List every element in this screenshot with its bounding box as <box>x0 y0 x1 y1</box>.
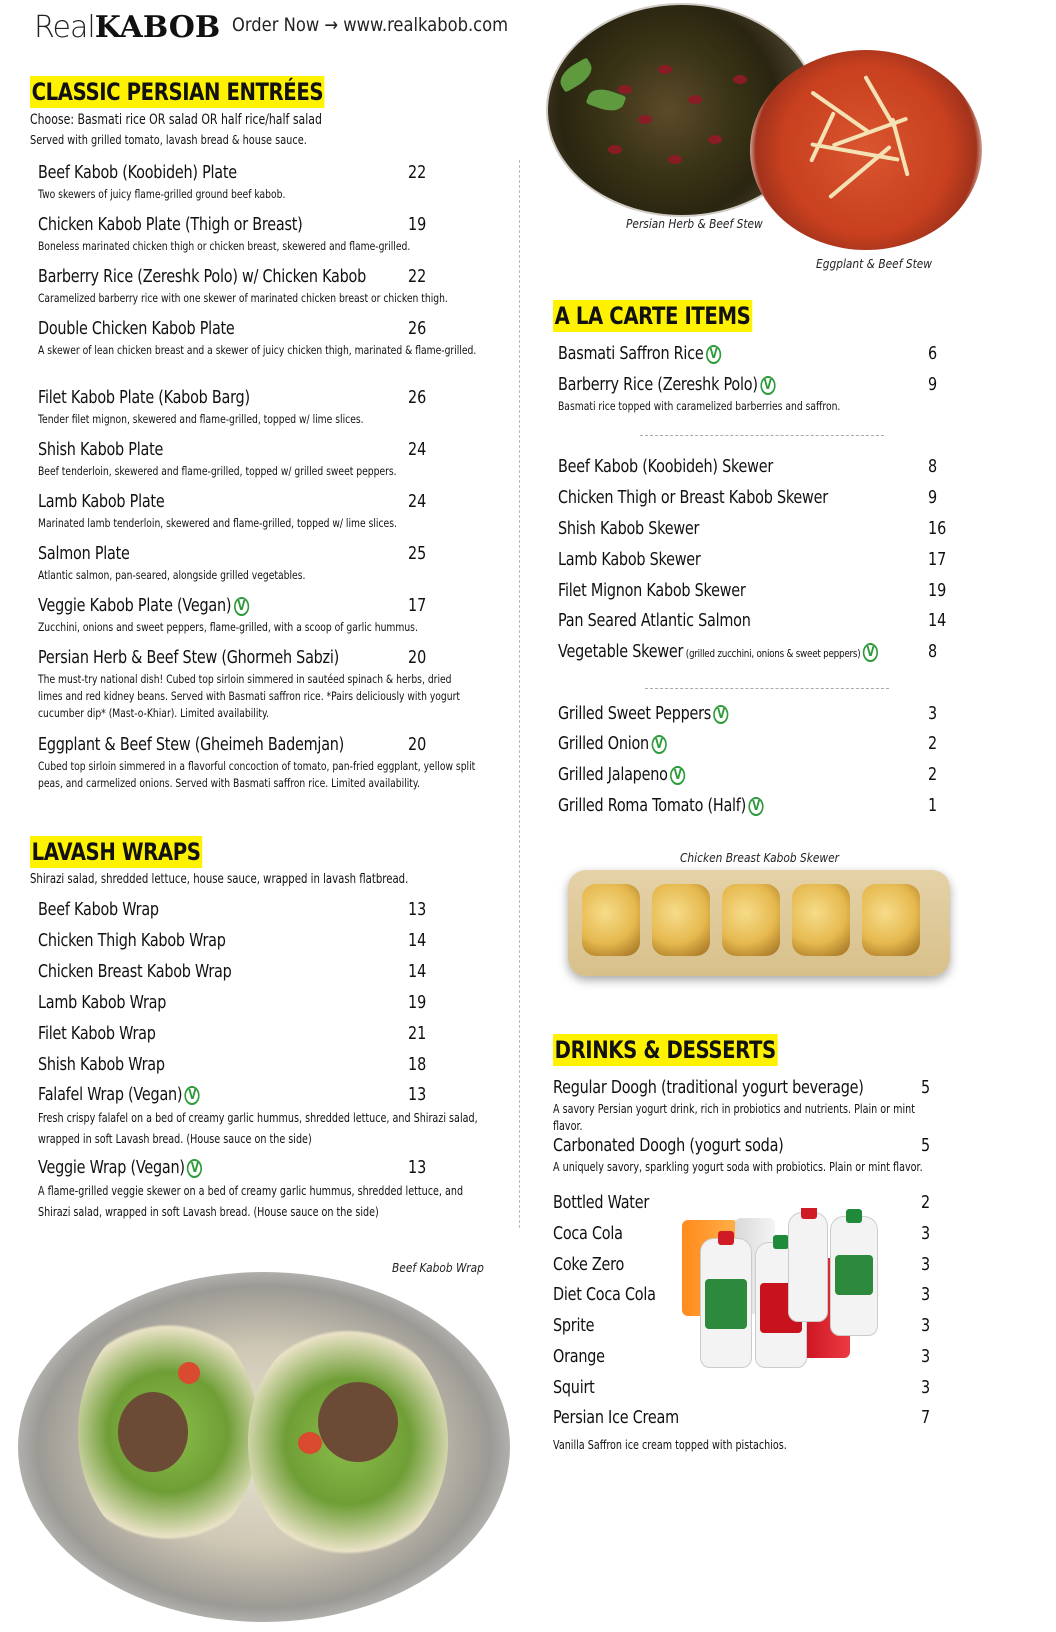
vegan-icon: V <box>185 1086 200 1105</box>
item-name: Beef Kabob Wrap <box>38 899 159 920</box>
item-description: Basmati rice topped with caramelized barberries and saffron. <box>558 399 841 413</box>
item-price: 3 <box>921 1346 931 1367</box>
menu-item-grilled-sweet-peppers <box>558 703 948 725</box>
item-description: Boneless marinated chicken thigh or chicken breast, skewered and flame-grilled. <box>38 239 411 253</box>
vegan-icon: V <box>670 766 685 785</box>
chicken-skewer-caption: Chicken Breast Kabob Skewer <box>680 850 840 865</box>
menu-item-lamb-kabob-plate <box>38 491 488 532</box>
item-name: Shish Kabob Plate <box>38 439 164 460</box>
item-name: Falafel Wrap (Vegan) <box>38 1084 183 1105</box>
item-name: Lamb Kabob Skewer <box>558 549 701 570</box>
item-price: 22 <box>408 162 427 183</box>
item-price: 3 <box>921 1223 931 1244</box>
menu-item-chicken-kabob-plate-thigh-or-breast <box>38 214 488 255</box>
menu-item-filet-mignon-kabob-skewer <box>558 580 948 602</box>
item-description: A skewer of lean chicken breast and a skewer of juicy chicken thigh, marinated & flame-grilled. <box>38 343 477 357</box>
item-description: A flame-grilled veggie skewer on a bed of creamy garlic hummus, shredded lettuce, and Shirazi salad, wrapped in soft Lavash bread. (House sauce on the side) <box>38 1184 464 1219</box>
item-price: 19 <box>408 992 427 1013</box>
item-price: 7 <box>921 1407 931 1428</box>
vegan-icon: V <box>863 643 878 662</box>
wraps-sub: Shirazi salad, shredded lettuce, house sauce, wrapped in lavash flatbread. <box>30 872 409 887</box>
item-description: Zucchini, onions and sweet peppers, flame-grilled, with a scoop of garlic hummus. <box>38 620 418 634</box>
item-price: 5 <box>921 1135 931 1156</box>
beef-wrap-caption: Beef Kabob Wrap <box>392 1260 484 1275</box>
item-name: Grilled Onion <box>558 733 649 754</box>
vegan-icon: V <box>713 705 728 724</box>
item-name: Lamb Kabob Wrap <box>38 992 167 1013</box>
item-description: A uniquely savory, sparkling yogurt soda with probiotics. Plain or mint flavor. <box>553 1160 923 1174</box>
item-name: Chicken Breast Kabob Wrap <box>38 961 232 982</box>
brand-logo <box>34 10 220 45</box>
item-price: 18 <box>408 1054 427 1075</box>
item-name: Persian Ice Cream <box>553 1407 679 1428</box>
item-name: Chicken Thigh or Breast Kabob Skewer <box>558 487 828 508</box>
menu-item-filet-kabob-wrap <box>38 1023 488 1045</box>
item-price: 21 <box>408 1023 427 1044</box>
item-description: Marinated lamb tenderloin, skewered and flame-grilled, topped w/ lime slices. <box>38 516 397 530</box>
wraps-title: LAVASH WRAPS <box>31 838 201 866</box>
item-price: 13 <box>408 1157 427 1178</box>
drinks-title: DRINKS & DESSERTS <box>554 1036 776 1064</box>
item-price: 24 <box>408 439 427 460</box>
item-price: 16 <box>928 518 947 539</box>
item-name: Salmon Plate <box>38 543 130 564</box>
beef-wrap-photo <box>18 1272 510 1622</box>
item-description: Atlantic salmon, pan-seared, alongside grilled vegetables. <box>38 568 306 582</box>
item-name: Regular Doogh (traditional yogurt beverage) <box>553 1077 864 1098</box>
item-name: Barberry Rice (Zereshk Polo) <box>558 374 758 395</box>
menu-item-carbonated-doogh-yogurt-soda <box>553 1135 943 1176</box>
item-price: 3 <box>921 1284 931 1305</box>
item-description: Fresh crispy falafel on a bed of creamy garlic hummus, shredded lettuce, and Shirazi salad, wrapped in soft Lavash bread. (House sauce on the side) <box>38 1111 478 1146</box>
item-price: 13 <box>408 899 427 920</box>
item-name: Grilled Roma Tomato (Half) <box>558 795 747 816</box>
menu-item-shish-kabob-plate <box>38 439 488 480</box>
brand-kabob: KABOB <box>94 10 221 45</box>
menu-item-lamb-kabob-skewer <box>558 549 948 571</box>
herb-stew-caption: Persian Herb & Beef Stew <box>626 216 763 231</box>
item-name: Beef Kabob (Koobideh) Plate <box>38 162 237 183</box>
item-description: Two skewers of juicy flame-grilled ground beef kabob. <box>38 187 286 201</box>
item-name: Filet Kabob Wrap <box>38 1023 156 1044</box>
menu-item-squirt <box>553 1377 943 1399</box>
item-name: Diet Coca Cola <box>553 1284 656 1305</box>
item-name: Squirt <box>553 1377 595 1398</box>
item-name: Double Chicken Kabob Plate <box>38 318 235 339</box>
item-name: Grilled Jalapeno <box>558 764 668 785</box>
menu-item-pan-seared-atlantic-salmon <box>558 610 948 632</box>
item-price: 2 <box>921 1192 931 1213</box>
item-price: 20 <box>408 734 427 755</box>
item-name: Shish Kabob Wrap <box>38 1054 165 1075</box>
item-price: 14 <box>408 961 427 982</box>
menu-item-veggie-wrap-vegan <box>38 1157 488 1223</box>
item-name: Vegetable Skewer <box>558 641 684 662</box>
menu-item-grilled-onion <box>558 733 948 755</box>
item-price: 1 <box>928 795 938 816</box>
menu-item-persian-ice-cream <box>553 1407 943 1429</box>
alacarte-divider-2 <box>645 688 889 689</box>
order-link[interactable]: Order Now → www.realkabob.com <box>232 14 509 36</box>
item-price: 19 <box>928 580 947 601</box>
item-name: Basmati Saffron Rice <box>558 343 704 364</box>
menu-item-grilled-roma-tomato-half <box>558 795 948 817</box>
item-price: 22 <box>408 266 427 287</box>
menu-item-grilled-jalapeno <box>558 764 948 786</box>
menu-item-beef-kabob-wrap <box>38 899 488 921</box>
item-name: Lamb Kabob Plate <box>38 491 165 512</box>
vegan-icon: V <box>748 797 763 816</box>
entrees-served: Served with grilled tomato, lavash bread & house sauce. <box>30 132 307 147</box>
item-description: Caramelized barberry rice with one skewer of marinated chicken breast or chicken thigh. <box>38 291 448 305</box>
item-price: 14 <box>928 610 947 631</box>
item-description: Beef tenderloin, skewered and flame-grilled, topped w/ grilled sweet peppers. <box>38 464 397 478</box>
item-price: 17 <box>408 595 427 616</box>
item-note: (grilled zucchini, onions & sweet peppers) <box>683 647 861 660</box>
item-price: 8 <box>928 456 938 477</box>
item-price: 17 <box>928 549 947 570</box>
menu-item-veggie-kabob-plate-vegan <box>38 595 488 636</box>
item-name: Coke Zero <box>553 1254 625 1275</box>
item-name: Coca Cola <box>553 1223 623 1244</box>
item-name: Sprite <box>553 1315 595 1336</box>
item-name: Orange <box>553 1346 605 1367</box>
chicken-skewer-photo <box>568 870 950 976</box>
brand-real: Real <box>34 10 95 45</box>
item-name: Beef Kabob (Koobideh) Skewer <box>558 456 774 477</box>
eggplant-stew-photo <box>750 50 982 250</box>
item-name: Chicken Kabob Plate (Thigh or Breast) <box>38 214 303 235</box>
eggplant-stew-caption: Eggplant & Beef Stew <box>816 256 932 271</box>
menu-item-beef-kabob-koobideh-plate <box>38 162 488 203</box>
item-description: A savory Persian yogurt drink, rich in probiotics and nutrients. Plain or mint flavor. <box>553 1102 916 1133</box>
menu-item-falafel-wrap-vegan <box>38 1084 488 1150</box>
menu-item-filet-kabob-plate-kabob-barg <box>38 387 488 428</box>
item-name: Veggie Wrap (Vegan) <box>38 1157 185 1178</box>
item-name: Chicken Thigh Kabob Wrap <box>38 930 226 951</box>
item-name: Pan Seared Atlantic Salmon <box>558 610 751 631</box>
item-price: 9 <box>928 374 938 395</box>
item-price: 3 <box>921 1315 931 1336</box>
menu-item-barberry-rice-zereshk-polo <box>558 374 948 415</box>
icecream-desc: Vanilla Saffron ice cream topped with pistachios. <box>553 1438 787 1452</box>
vegan-icon: V <box>651 735 666 754</box>
item-price: 24 <box>408 491 427 512</box>
item-price: 5 <box>921 1077 931 1098</box>
menu-item-salmon-plate <box>38 543 488 584</box>
item-price: 14 <box>408 930 427 951</box>
item-price: 2 <box>928 764 938 785</box>
menu-item-chicken-thigh-kabob-wrap <box>38 930 488 952</box>
menu-item-double-chicken-kabob-plate <box>38 318 488 359</box>
entrees-title: CLASSIC PERSIAN ENTRÉES <box>31 78 324 106</box>
menu-item-chicken-thigh-or-breast-kabob-skewer <box>558 487 948 509</box>
item-description: Cubed top sirloin simmered in a flavorful concoction of tomato, pan-fried eggplant, yellow split peas, and carmelized onions. Served with Basmati saffron rice. Limited availability. <box>38 759 476 790</box>
item-price: 3 <box>921 1254 931 1275</box>
item-name: Carbonated Doogh (yogurt soda) <box>553 1135 784 1156</box>
item-name: Eggplant & Beef Stew (Gheimeh Bademjan) <box>38 734 345 755</box>
vegan-icon: V <box>187 1159 202 1178</box>
item-description: The must-try national dish! Cubed top sirloin simmered in sautéed spinach & herbs, dried limes and red kidney beans. Served with Basmati saffron rice. *Pairs deliciously with yogurt cucumber dip* (Mast-o-Khiar). Limited availability. <box>38 672 460 720</box>
item-price: 3 <box>928 703 938 724</box>
item-price: 26 <box>408 387 427 408</box>
item-name: Shish Kabob Skewer <box>558 518 700 539</box>
item-name: Bottled Water <box>553 1192 650 1213</box>
entrees-choose: Choose: Basmati rice OR salad OR half rice/half salad <box>30 112 322 128</box>
vegan-icon: V <box>234 597 249 616</box>
vegan-icon: V <box>706 345 721 364</box>
item-name: Veggie Kabob Plate (Vegan) <box>38 595 232 616</box>
menu-item-beef-kabob-koobideh-skewer <box>558 456 948 478</box>
menu-item-vegetable-skewer <box>558 641 948 663</box>
vegan-icon: V <box>760 376 775 395</box>
item-name: Barberry Rice (Zereshk Polo) w/ Chicken Kabob <box>38 266 367 287</box>
item-name: Filet Mignon Kabob Skewer <box>558 580 746 601</box>
item-price: 13 <box>408 1084 427 1105</box>
item-price: 20 <box>408 647 427 668</box>
item-price: 9 <box>928 487 938 508</box>
menu-item-chicken-breast-kabob-wrap <box>38 961 488 983</box>
item-price: 3 <box>921 1377 931 1398</box>
item-price: 6 <box>928 343 938 364</box>
menu-item-shish-kabob-wrap <box>38 1054 488 1076</box>
menu-item-basmati-saffron-rice <box>558 343 948 365</box>
item-price: 2 <box>928 733 938 754</box>
item-price: 8 <box>928 641 938 662</box>
alacarte-title: A LA CARTE ITEMS <box>554 302 751 330</box>
alacarte-divider-1 <box>640 435 884 436</box>
menu-item-shish-kabob-skewer <box>558 518 948 540</box>
item-description: Tender filet mignon, skewered and flame-grilled, topped w/ lime slices. <box>38 412 364 426</box>
menu-item-lamb-kabob-wrap <box>38 992 488 1014</box>
menu-item-regular-doogh-traditional-yogurt-beverage <box>553 1077 943 1135</box>
item-price: 19 <box>408 214 427 235</box>
menu-item-eggplant-beef-stew-gheimeh-bademjan <box>38 734 488 792</box>
drinks-photo <box>680 1208 885 1370</box>
column-divider <box>519 160 520 1228</box>
item-price: 26 <box>408 318 427 339</box>
menu-item-barberry-rice-zereshk-polo-w-chicken-kabob <box>38 266 488 307</box>
item-price: 25 <box>408 543 427 564</box>
item-name: Persian Herb & Beef Stew (Ghormeh Sabzi) <box>38 647 340 668</box>
item-name: Grilled Sweet Peppers <box>558 703 712 724</box>
item-name: Filet Kabob Plate (Kabob Barg) <box>38 387 250 408</box>
menu-item-persian-herb-beef-stew-ghormeh-sabzi <box>38 647 488 722</box>
